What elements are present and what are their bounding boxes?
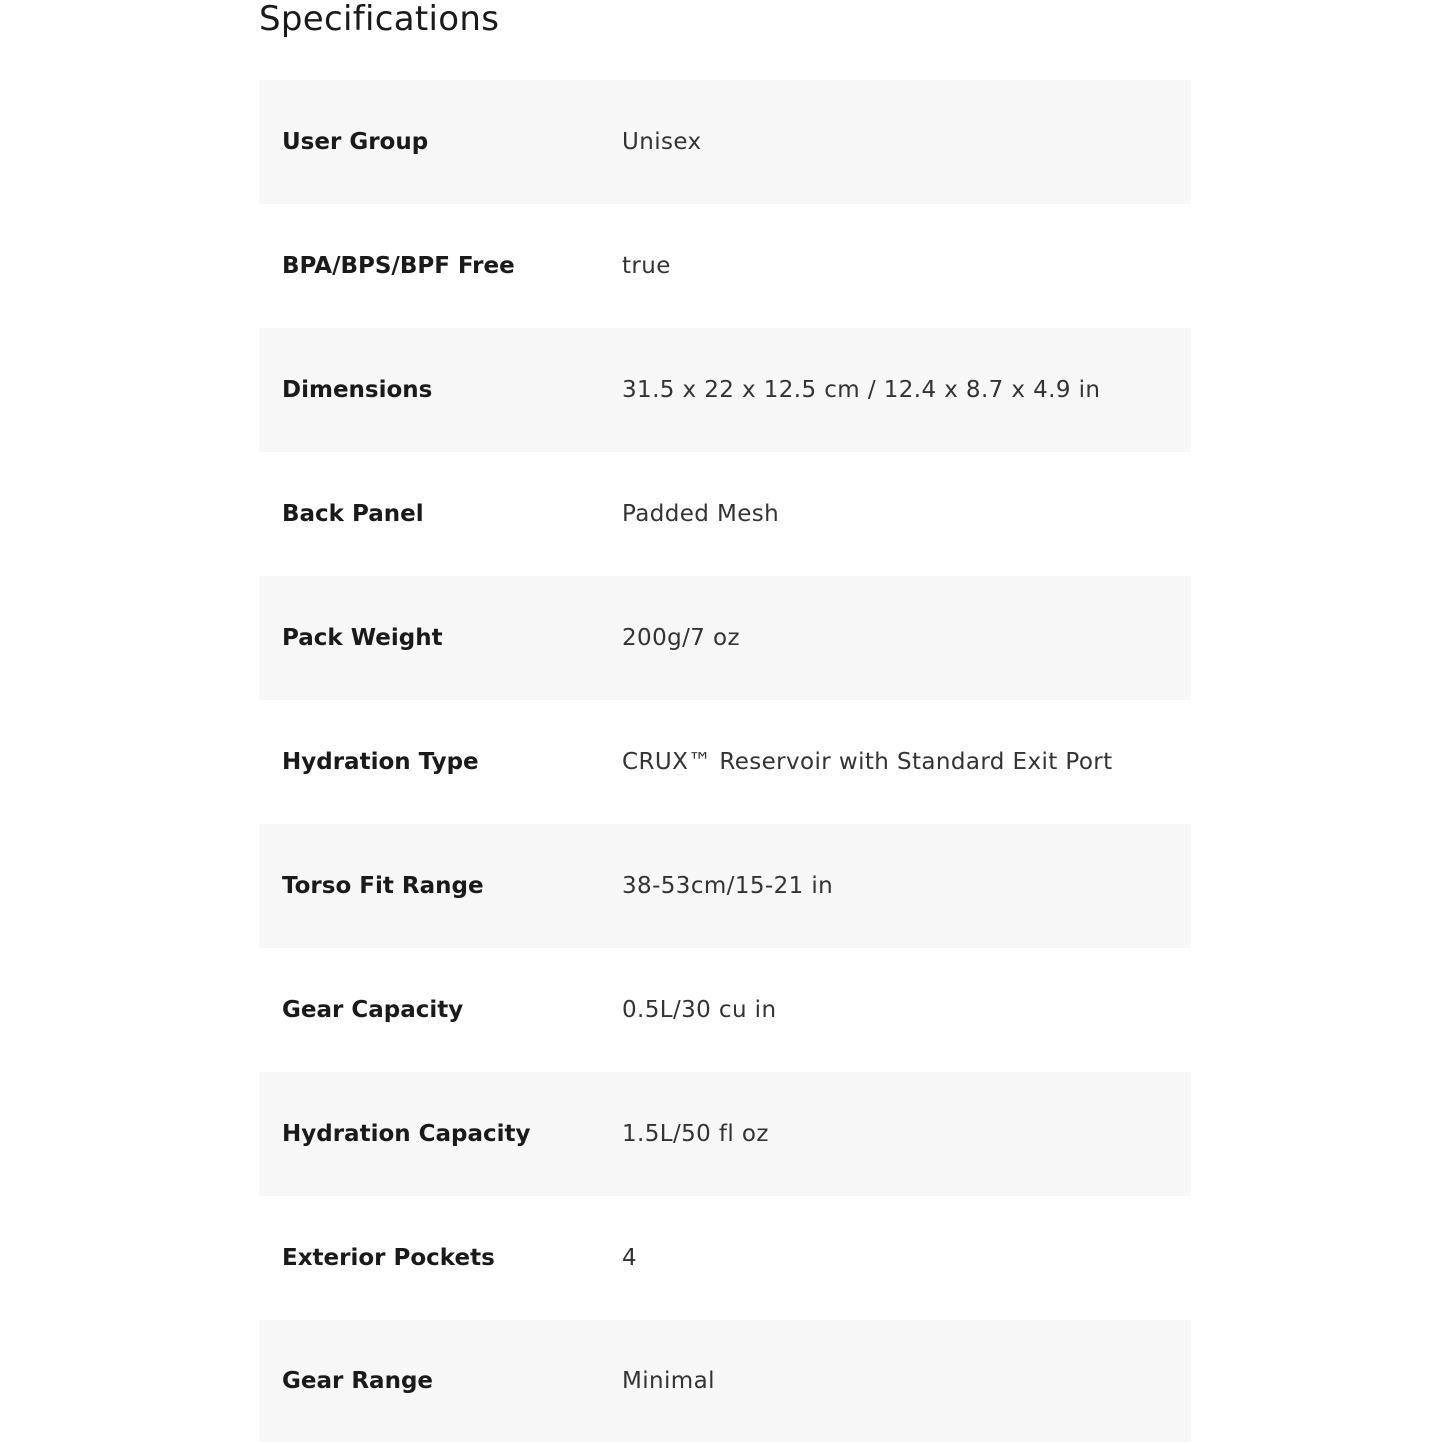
spec-row-hydration-capacity bbox=[259, 1072, 1191, 1196]
spec-label: Back Panel bbox=[282, 501, 424, 527]
spec-row-torso-fit-range bbox=[259, 824, 1191, 948]
specifications-table bbox=[259, 80, 1191, 1442]
spec-row-dimensions bbox=[259, 328, 1191, 452]
spec-row-gear-capacity bbox=[259, 948, 1191, 1072]
spec-value: 31.5 x 22 x 12.5 cm / 12.4 x 8.7 x 4.9 in bbox=[622, 377, 1101, 403]
spec-value: 38-53cm/15-21 in bbox=[622, 873, 834, 899]
spec-label: Hydration Capacity bbox=[282, 1121, 531, 1147]
spec-value: 200g/7 oz bbox=[622, 625, 740, 651]
spec-value: 4 bbox=[622, 1245, 638, 1271]
spec-row-bpa-free bbox=[259, 204, 1191, 328]
spec-label: BPA/BPS/BPF Free bbox=[282, 253, 515, 279]
spec-value: CRUX™ Reservoir with Standard Exit Port bbox=[622, 749, 1113, 775]
spec-label: Exterior Pockets bbox=[282, 1245, 495, 1271]
spec-value: 1.5L/50 fl oz bbox=[622, 1121, 769, 1147]
spec-value: Padded Mesh bbox=[622, 501, 780, 527]
spec-label: Pack Weight bbox=[282, 625, 443, 651]
section-title: Specifications bbox=[259, 0, 500, 39]
specifications-section bbox=[259, 0, 1191, 1442]
spec-value: 0.5L/30 cu in bbox=[622, 997, 777, 1023]
spec-label: Torso Fit Range bbox=[282, 873, 484, 899]
spec-label: Gear Capacity bbox=[282, 997, 464, 1023]
spec-value: true bbox=[622, 253, 671, 279]
spec-row-user-group bbox=[259, 80, 1191, 204]
spec-label: Hydration Type bbox=[282, 749, 479, 775]
spec-row-hydration-type bbox=[259, 700, 1191, 824]
spec-row-back-panel bbox=[259, 452, 1191, 576]
spec-label: Gear Range bbox=[282, 1368, 434, 1394]
spec-row-gear-range bbox=[259, 1320, 1191, 1442]
spec-row-pack-weight bbox=[259, 576, 1191, 700]
spec-value: Minimal bbox=[622, 1368, 715, 1394]
spec-label: Dimensions bbox=[282, 377, 433, 403]
spec-label: User Group bbox=[282, 129, 429, 155]
spec-row-exterior-pockets bbox=[259, 1196, 1191, 1320]
spec-value: Unisex bbox=[622, 129, 702, 155]
